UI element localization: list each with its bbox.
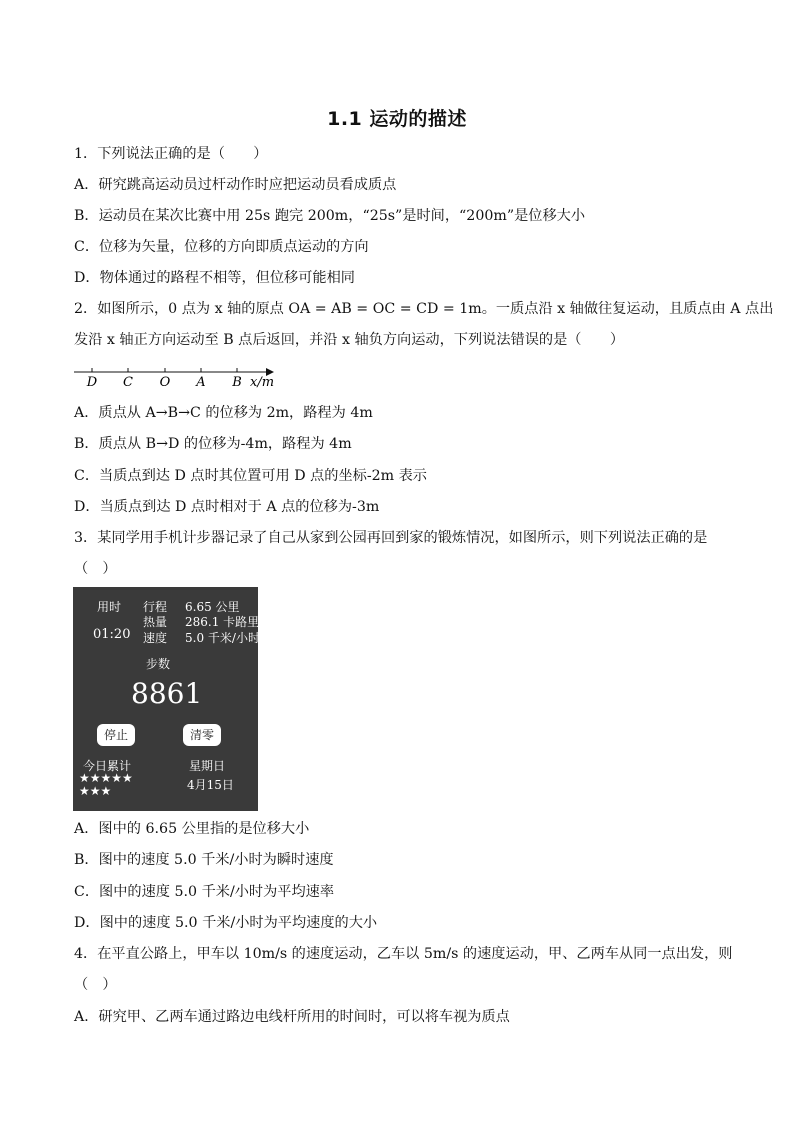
speed-value: 5.0 千米/小时	[185, 631, 260, 645]
q2-option-c: C．当质点到达 D 点时其位置可用 D 点的坐标-2m 表示	[74, 468, 427, 484]
q1-option-c: C．位移为矢量，位移的方向即质点运动的方向	[74, 239, 369, 255]
q4-stem-line1: 4．在平直公路上，甲车以 10m/s 的速度运动，乙车以 5m/s 的速度运动，甲、乙两车从同一点出发，则	[74, 946, 733, 962]
axis-label-c: C	[123, 375, 133, 390]
q4-option-a: A．研究甲、乙两车通过路边电线杆所用的时间时，可以将车视为质点	[74, 1009, 510, 1025]
q3-stem-line2: （ ）	[74, 561, 117, 577]
axis-label-a: A	[196, 375, 206, 390]
weekday: 星期日	[189, 759, 226, 773]
q2-stem-line2: 发沿 x 轴正方向运动至 B 点后返回，并沿 x 轴负方向运动，下列说法错误的是（ ）	[74, 332, 625, 348]
q2-option-b: B．质点从 B→D 的位移为-4m，路程为 4m	[74, 436, 352, 452]
axis-unit: x/m	[250, 375, 275, 390]
calorie-label: 热量	[143, 615, 168, 629]
q1-stem: 1．下列说法正确的是（ ）	[74, 146, 268, 162]
today-total-label: 今日累计	[83, 759, 132, 773]
axis-label-b: B	[232, 375, 242, 390]
reset-button[interactable]: 清零	[183, 724, 221, 746]
q2-option-d: D．当质点到达 D 点时相对于 A 点的位移为-3m	[74, 499, 380, 515]
steps-value: 8861	[131, 677, 203, 710]
q4-stem-line2: （ ）	[74, 977, 117, 993]
q1-option-a: A．研究跳高运动员过杆动作时应把运动员看成质点	[74, 177, 397, 193]
speed-label: 速度	[143, 631, 168, 645]
pedometer-screenshot	[73, 587, 258, 811]
star-rating-row2: ★★★	[79, 784, 112, 798]
page-title: 1.1 运动的描述	[327, 108, 467, 130]
axis-label-o: O	[159, 375, 171, 390]
stop-button[interactable]: 停止	[97, 724, 135, 746]
steps-label: 步数	[146, 657, 171, 671]
q1-option-d: D．物体通过的路程不相等，但位移可能相同	[74, 270, 355, 286]
number-line-figure	[74, 362, 294, 392]
q3-option-c: C．图中的速度 5.0 千米/小时为平均速率	[74, 884, 335, 900]
distance-label: 行程	[143, 600, 168, 614]
q3-option-a: A．图中的 6.65 公里指的是位移大小	[74, 821, 310, 837]
date: 4月15日	[187, 778, 234, 792]
q3-option-d: D．图中的速度 5.0 千米/小时为平均速度的大小	[74, 915, 378, 931]
time-label: 用时	[97, 600, 122, 614]
time-value: 01:20	[93, 627, 131, 642]
q3-option-b: B．图中的速度 5.0 千米/小时为瞬时速度	[74, 852, 334, 868]
q2-option-a: A．质点从 A→B→C 的位移为 2m，路程为 4m	[74, 405, 373, 421]
q3-stem-line1: 3．某同学用手机计步器记录了自己从家到公园再回到家的锻炼情况，如图所示，则下列说法正确的是	[74, 530, 708, 546]
axis-label-d: D	[86, 375, 98, 390]
calorie-value: 286.1 卡路里	[185, 615, 260, 629]
q1-option-b: B．运动员在某次比赛中用 25s 跑完 200m，“25s”是时间，“200m”是位移大小	[74, 208, 586, 224]
q2-stem-line1: 2．如图所示，0 点为 x 轴的原点 OA = AB = OC = CD = 1m。一质点沿 x 轴做往复运动，且质点由 A 点出	[74, 301, 774, 317]
star-rating-row1: ★★★★★	[79, 771, 133, 785]
distance-value: 6.65 公里	[185, 600, 240, 614]
